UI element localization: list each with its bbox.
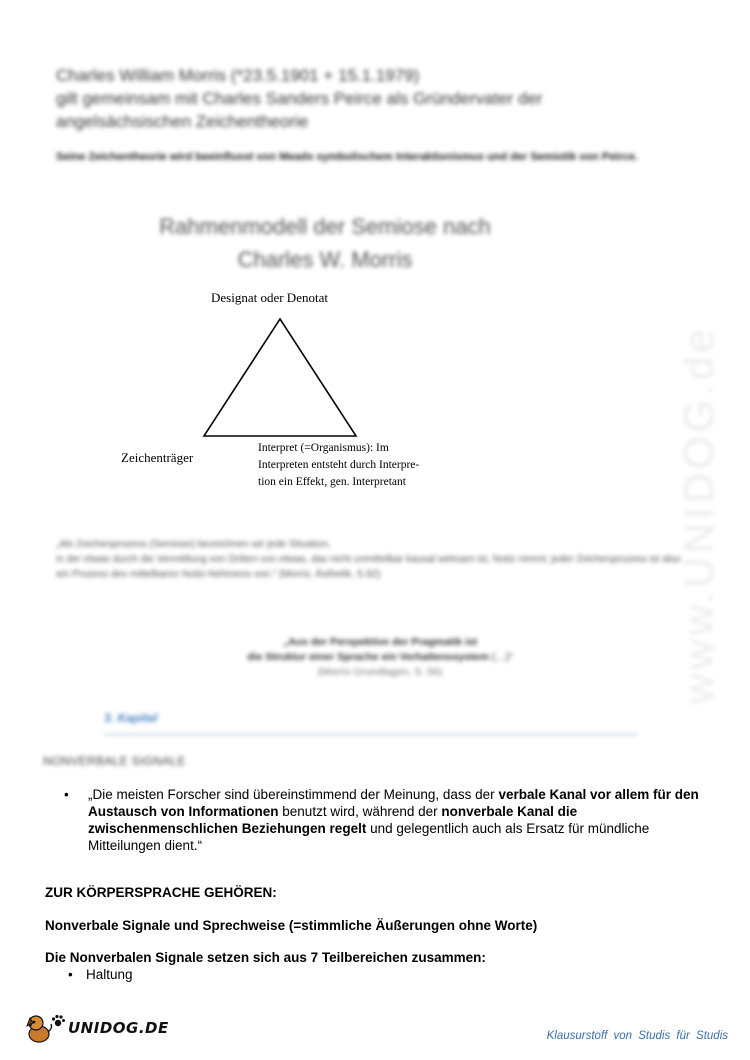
morris-subtitle: Seine Zeichentheorie wird beeinflusst von Meads symbolischem Interaktionismus und der Semiotik von Peirce. [56,151,638,163]
chapter-divider [104,734,638,735]
list-bullet: • [68,967,73,982]
morris-title [56,64,676,133]
semiose-quote-line-1: „Als Zeichenprozess (Semiose) bezeichnen wir jede Situation, [56,539,331,550]
diagram-label-zeichentraeger: Zeichenträger [121,450,194,465]
logo-text: UNIDOG.DE [68,1019,169,1037]
section-nonverbale-signale: Nonverbale Signale und Sprechweise (=stimmliche Äußerungen ohne Worte) [45,918,538,933]
triangle-shape [200,316,360,440]
footer-tagline: Klausurstoff von Studis für Studis [546,1030,728,1042]
section-koerpersprache: ZUR KÖRPERSPRACHE GEHÖREN: [45,885,277,900]
pragmatik-quote-strong: die Struktur einer Sprache ein Verhaltenssystem [247,651,489,663]
chapter-label: 3. Kapitel [104,711,158,725]
paw-icon [50,1013,66,1029]
slide-title-line-1: Rahmenmodell der Semiose nach [159,214,491,239]
semiose-quote [56,537,696,582]
pragmatik-quote [160,635,600,680]
bullet-quote [64,786,704,854]
nonverbal-heading: NONVERBALE SIGNALE [43,754,186,768]
semiosis-diagram [0,280,600,500]
footer-logo[interactable] [24,1012,169,1044]
morris-title-line-3: angelsächsischen Zeichentheorie [56,112,309,131]
list-item-label: Haltung [86,967,133,982]
list-item [68,967,133,982]
semiose-quote-line-2: in der etwas durch die Vermittlung von Dritten von etwas, das nicht unmittelbar kausal wirksam ist, Notiz nimmt; jeder Zeichenprozess ist also ein Prozess des mittelbaren Notiz-Nehmens von.“ (Morris, Ästhetik, S.92) [56,554,681,580]
slide-title [0,210,560,276]
diagram-label-interpret [258,440,478,491]
morris-title-line-2: gilt gemeinsam mit Charles Sanders Peirce als Gründervater der [56,89,543,108]
watermark: www.UNIDOG.de [675,325,722,705]
bullet-marker: • [64,787,69,802]
interpret-line-2: Interpreten entsteht durch Interpre- [258,459,420,471]
bullet-part-1: „Die meisten Forscher sind übereinstimmend der Meinung, dass der [88,787,499,802]
slide-title-line-2: Charles W. Morris [237,247,413,272]
bullet-bold-1: verbale Kanal vor allem für den Austausch von Informationen [88,787,699,819]
pragmatik-quote-source: (Morris Grundlagen, S. 56) [317,666,443,678]
section-teilbereiche: Die Nonverbalen Signale setzen sich aus 7 Teilbereichen zusammen: [45,950,486,965]
bullet-quote-text [88,786,704,854]
diagram-label-designat: Designat oder Denotat [211,290,328,305]
interpret-line-3: tion ein Effekt, gen. Interpretant [258,476,406,488]
bullet-bold-2: nonverbale Kanal die zwischenmenschlichen Beziehungen regelt [88,804,578,836]
bullet-part-2: benutzt wird, während der [278,804,442,819]
interpret-line-1: Interpret (=Organismus): Im [258,442,389,454]
bullet-part-3: und gelegentlich auch als Ersatz für mündliche Mitteilungen dient.“ [88,821,650,853]
pragmatik-quote-line-1: „Aus der Perspektive der Pragmatik ist [282,636,478,648]
pragmatik-quote-tail: (…)“ [488,651,513,663]
morris-title-line-1: Charles William Morris (*23.5.1901 + 15.1.1979) [56,66,420,85]
